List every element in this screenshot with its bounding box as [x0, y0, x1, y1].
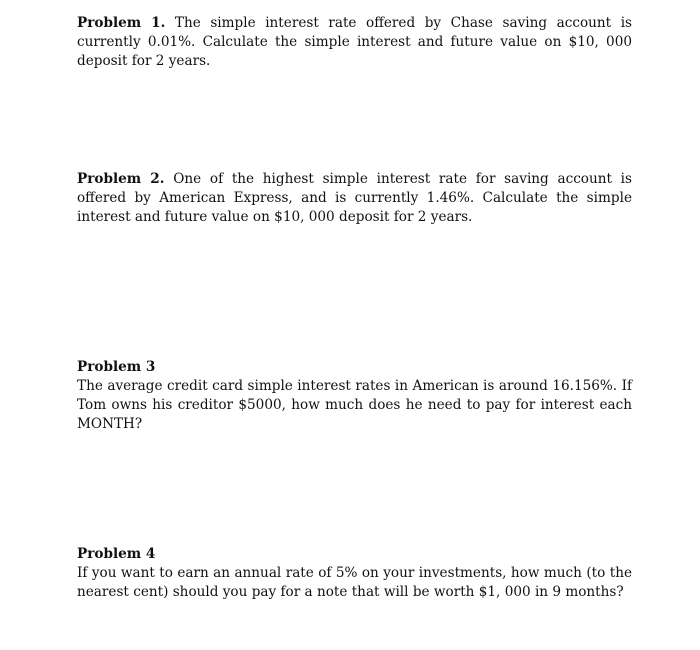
problem-2-title: Problem 2. — [77, 171, 165, 187]
problem-1 — [77, 14, 632, 71]
problem-3 — [77, 358, 632, 434]
problem-3-title: Problem 3 — [77, 359, 156, 375]
problem-4-title: Problem 4 — [77, 546, 156, 562]
problem-4-text: If you want to earn an annual rate of 5% on your investments, how much (to the nearest cent) should you pay for a note that will be worth $1, 000 in 9 months? — [77, 565, 632, 600]
problem-3-text: The average credit card simple interest rates in American is around 16.156%. If Tom owns his creditor $5000, how much does he need to pay for interest each MONTH? — [77, 378, 632, 432]
problem-2 — [77, 170, 632, 227]
problem-1-title: Problem 1. — [77, 15, 166, 31]
problem-2-text: One of the highest simple interest rate for saving account is offered by American Express, and is currently 1.46%. Calculate the simple interest and future value on $10, 000 deposit for 2 years. — [77, 171, 633, 225]
problem-1-text: The simple interest rate offered by Chase saving account is currently 0.01%. Calculate the simple interest and future value on $10, 000 deposit for 2 years. — [77, 15, 633, 69]
problem-4 — [77, 545, 632, 602]
